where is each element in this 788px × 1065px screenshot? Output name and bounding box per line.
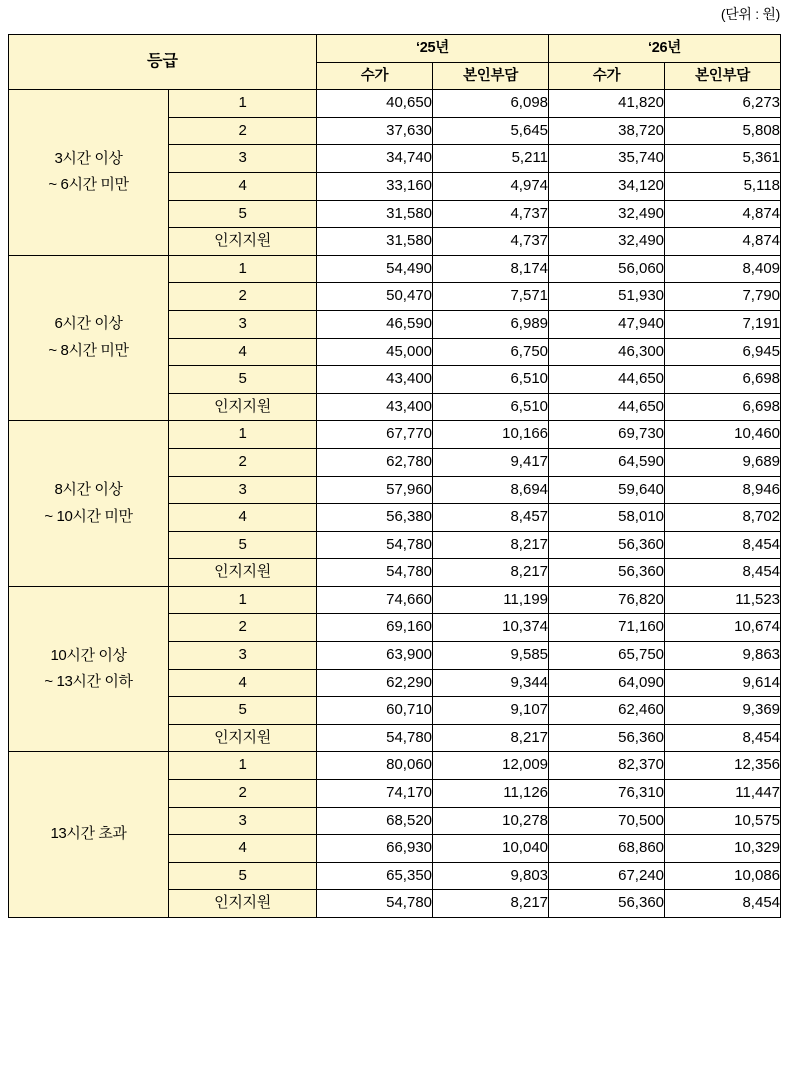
cell-2025-rate: 67,770: [317, 421, 433, 449]
grade-cell: 인지지원: [169, 393, 317, 421]
cell-2026-rate: 76,310: [549, 780, 665, 808]
cell-2026-copay: 7,191: [665, 310, 781, 338]
cell-2026-rate: 64,090: [549, 669, 665, 697]
grade-cell: 인지지원: [169, 724, 317, 752]
grade-cell: 2: [169, 448, 317, 476]
grade-cell: 1: [169, 421, 317, 449]
cell-2026-rate: 44,650: [549, 366, 665, 394]
cell-2025-rate: 54,780: [317, 890, 433, 918]
cell-2025-copay: 9,107: [433, 697, 549, 725]
grade-cell: 3: [169, 476, 317, 504]
header-row-year: [9, 35, 781, 63]
cell-2025-rate: 62,780: [317, 448, 433, 476]
cell-2026-copay: 7,790: [665, 283, 781, 311]
cell-2026-copay: 11,447: [665, 780, 781, 808]
cell-2025-rate: 65,350: [317, 862, 433, 890]
grade-cell: 5: [169, 200, 317, 228]
cell-2026-rate: 68,860: [549, 835, 665, 863]
cell-2025-copay: 12,009: [433, 752, 549, 780]
cell-2026-copay: 8,454: [665, 724, 781, 752]
cell-2026-copay: 9,863: [665, 642, 781, 670]
table-row: [9, 90, 781, 118]
cell-2026-rate: 71,160: [549, 614, 665, 642]
cell-2026-rate: 56,360: [549, 559, 665, 587]
grade-cell: 4: [169, 338, 317, 366]
cell-2025-rate: 57,960: [317, 476, 433, 504]
group-label-cell: [9, 255, 169, 421]
group-label-line: ~ 13시간 이하: [44, 673, 133, 691]
cell-2026-copay: 6,698: [665, 393, 781, 421]
group-label-cell: [9, 752, 169, 918]
group-label-cell: [9, 586, 169, 752]
grade-cell: 5: [169, 366, 317, 394]
cell-2025-rate: 40,650: [317, 90, 433, 118]
header-2025-rate: 수가: [317, 62, 433, 90]
cell-2026-rate: 82,370: [549, 752, 665, 780]
group-label-line: 8시간 이상: [54, 481, 123, 498]
cell-2025-rate: 69,160: [317, 614, 433, 642]
cell-2026-copay: 8,409: [665, 255, 781, 283]
table-row: [9, 421, 781, 449]
unit-note: (단위 : 원): [720, 6, 780, 22]
cell-2026-rate: 38,720: [549, 117, 665, 145]
cell-2025-rate: 37,630: [317, 117, 433, 145]
grade-cell: 4: [169, 669, 317, 697]
cell-2025-copay: 8,217: [433, 531, 549, 559]
cell-2025-rate: 54,780: [317, 559, 433, 587]
cell-2025-copay: 8,217: [433, 559, 549, 587]
cell-2026-rate: 56,360: [549, 890, 665, 918]
cell-2026-rate: 32,490: [549, 200, 665, 228]
grade-cell: 인지지원: [169, 890, 317, 918]
cell-2025-rate: 56,380: [317, 504, 433, 532]
cell-2025-rate: 33,160: [317, 172, 433, 200]
cell-2025-rate: 66,930: [317, 835, 433, 863]
cell-2026-copay: 11,523: [665, 586, 781, 614]
table-header: [9, 35, 781, 90]
grade-cell: 2: [169, 614, 317, 642]
table-row: [9, 255, 781, 283]
cell-2026-copay: 5,118: [665, 172, 781, 200]
cell-2026-rate: 51,930: [549, 283, 665, 311]
cell-2026-copay: 4,874: [665, 228, 781, 256]
cell-2026-rate: 34,120: [549, 172, 665, 200]
cell-2025-rate: 54,780: [317, 724, 433, 752]
cell-2025-copay: 9,417: [433, 448, 549, 476]
cell-2025-copay: 4,737: [433, 228, 549, 256]
grade-cell: 5: [169, 697, 317, 725]
cell-2025-copay: 9,803: [433, 862, 549, 890]
cell-2025-copay: 8,457: [433, 504, 549, 532]
cell-2025-copay: 7,571: [433, 283, 549, 311]
cell-2026-copay: 6,945: [665, 338, 781, 366]
group-label-line: ~ 10시간 미만: [44, 507, 133, 525]
group-label-line: ~ 8시간 미만: [48, 342, 129, 360]
cell-2025-copay: 5,211: [433, 145, 549, 173]
cell-2026-copay: 6,698: [665, 366, 781, 394]
grade-cell: 1: [169, 255, 317, 283]
cell-2026-copay: 4,874: [665, 200, 781, 228]
cell-2026-copay: 10,460: [665, 421, 781, 449]
cell-2025-rate: 46,590: [317, 310, 433, 338]
cell-2026-rate: 35,740: [549, 145, 665, 173]
cell-2026-rate: 76,820: [549, 586, 665, 614]
cell-2025-rate: 68,520: [317, 807, 433, 835]
grade-cell: 2: [169, 283, 317, 311]
grade-cell: 4: [169, 835, 317, 863]
cell-2025-copay: 11,199: [433, 586, 549, 614]
cell-2026-rate: 56,360: [549, 724, 665, 752]
cell-2025-copay: 8,217: [433, 724, 549, 752]
header-year-2025: ‘25년: [317, 35, 549, 63]
cell-2025-rate: 43,400: [317, 393, 433, 421]
cell-2026-copay: 6,273: [665, 90, 781, 118]
header-grade: 등급: [9, 35, 317, 90]
group-label-line: ~ 6시간 미만: [48, 176, 129, 194]
cell-2026-copay: 10,674: [665, 614, 781, 642]
table-row: [9, 586, 781, 614]
cell-2025-copay: 4,974: [433, 172, 549, 200]
cell-2026-rate: 64,590: [549, 448, 665, 476]
cell-2025-copay: 8,174: [433, 255, 549, 283]
header-2025-copay: 본인부담: [433, 62, 549, 90]
cell-2025-rate: 31,580: [317, 200, 433, 228]
cell-2025-rate: 60,710: [317, 697, 433, 725]
cell-2025-copay: 10,166: [433, 421, 549, 449]
grade-cell: 1: [169, 586, 317, 614]
cell-2026-copay: 5,361: [665, 145, 781, 173]
cell-2026-copay: 9,614: [665, 669, 781, 697]
cell-2025-rate: 63,900: [317, 642, 433, 670]
cell-2025-rate: 43,400: [317, 366, 433, 394]
cell-2026-rate: 65,750: [549, 642, 665, 670]
cell-2025-rate: 74,660: [317, 586, 433, 614]
cell-2025-rate: 31,580: [317, 228, 433, 256]
cell-2025-copay: 4,737: [433, 200, 549, 228]
group-label-line: 13시간 초과: [50, 825, 127, 843]
cell-2025-rate: 54,780: [317, 531, 433, 559]
grade-cell: 3: [169, 642, 317, 670]
grade-cell: 3: [169, 310, 317, 338]
cell-2025-copay: 6,510: [433, 366, 549, 394]
cell-2026-rate: 59,640: [549, 476, 665, 504]
header-year-2026: ‘26년: [549, 35, 781, 63]
cell-2025-copay: 10,278: [433, 807, 549, 835]
cell-2026-rate: 70,500: [549, 807, 665, 835]
rate-table: [8, 34, 781, 918]
table-body: [9, 90, 781, 918]
cell-2026-copay: 10,575: [665, 807, 781, 835]
grade-cell: 5: [169, 862, 317, 890]
grade-cell: 3: [169, 807, 317, 835]
cell-2025-copay: 6,989: [433, 310, 549, 338]
cell-2025-rate: 74,170: [317, 780, 433, 808]
grade-cell: 인지지원: [169, 228, 317, 256]
grade-cell: 2: [169, 780, 317, 808]
cell-2026-copay: 10,329: [665, 835, 781, 863]
group-label-line: 6시간 이상: [54, 315, 123, 333]
cell-2025-copay: 6,510: [433, 393, 549, 421]
cell-2025-rate: 45,000: [317, 338, 433, 366]
cell-2026-rate: 56,360: [549, 531, 665, 559]
grade-cell: 2: [169, 117, 317, 145]
cell-2025-copay: 6,750: [433, 338, 549, 366]
cell-2025-copay: 11,126: [433, 780, 549, 808]
cell-2025-copay: 8,217: [433, 890, 549, 918]
cell-2025-rate: 54,490: [317, 255, 433, 283]
grade-cell: 4: [169, 172, 317, 200]
cell-2026-rate: 56,060: [549, 255, 665, 283]
grade-cell: 1: [169, 752, 317, 780]
cell-2025-copay: 8,694: [433, 476, 549, 504]
cell-2026-rate: 41,820: [549, 90, 665, 118]
cell-2025-copay: 9,344: [433, 669, 549, 697]
group-label-cell: [9, 90, 169, 256]
grade-cell: 5: [169, 531, 317, 559]
grade-cell: 3: [169, 145, 317, 173]
group-label-cell: [9, 421, 169, 587]
cell-2026-rate: 58,010: [549, 504, 665, 532]
cell-2026-copay: 5,808: [665, 117, 781, 145]
grade-cell: 4: [169, 504, 317, 532]
header-2026-copay: 본인부담: [665, 62, 781, 90]
cell-2025-copay: 5,645: [433, 117, 549, 145]
cell-2026-copay: 8,946: [665, 476, 781, 504]
group-label-line: 10시간 이상: [50, 646, 127, 664]
grade-cell: 인지지원: [169, 559, 317, 587]
cell-2026-rate: 69,730: [549, 421, 665, 449]
cell-2025-rate: 80,060: [317, 752, 433, 780]
cell-2026-copay: 8,454: [665, 890, 781, 918]
cell-2026-copay: 12,356: [665, 752, 781, 780]
cell-2026-rate: 62,460: [549, 697, 665, 725]
cell-2025-rate: 50,470: [317, 283, 433, 311]
cell-2026-copay: 10,086: [665, 862, 781, 890]
cell-2026-rate: 44,650: [549, 393, 665, 421]
cell-2025-copay: 9,585: [433, 642, 549, 670]
cell-2026-rate: 32,490: [549, 228, 665, 256]
cell-2026-copay: 9,689: [665, 448, 781, 476]
group-label-line: 3시간 이상: [54, 149, 123, 167]
cell-2026-copay: 8,454: [665, 531, 781, 559]
header-2026-rate: 수가: [549, 62, 665, 90]
cell-2025-rate: 34,740: [317, 145, 433, 173]
cell-2026-copay: 9,369: [665, 697, 781, 725]
cell-2025-copay: 10,040: [433, 835, 549, 863]
cell-2025-copay: 6,098: [433, 90, 549, 118]
cell-2026-rate: 47,940: [549, 310, 665, 338]
cell-2026-copay: 8,454: [665, 559, 781, 587]
cell-2025-rate: 62,290: [317, 669, 433, 697]
cell-2026-copay: 8,702: [665, 504, 781, 532]
cell-2025-copay: 10,374: [433, 614, 549, 642]
cell-2026-rate: 46,300: [549, 338, 665, 366]
grade-cell: 1: [169, 90, 317, 118]
table-row: [9, 752, 781, 780]
cell-2026-rate: 67,240: [549, 862, 665, 890]
